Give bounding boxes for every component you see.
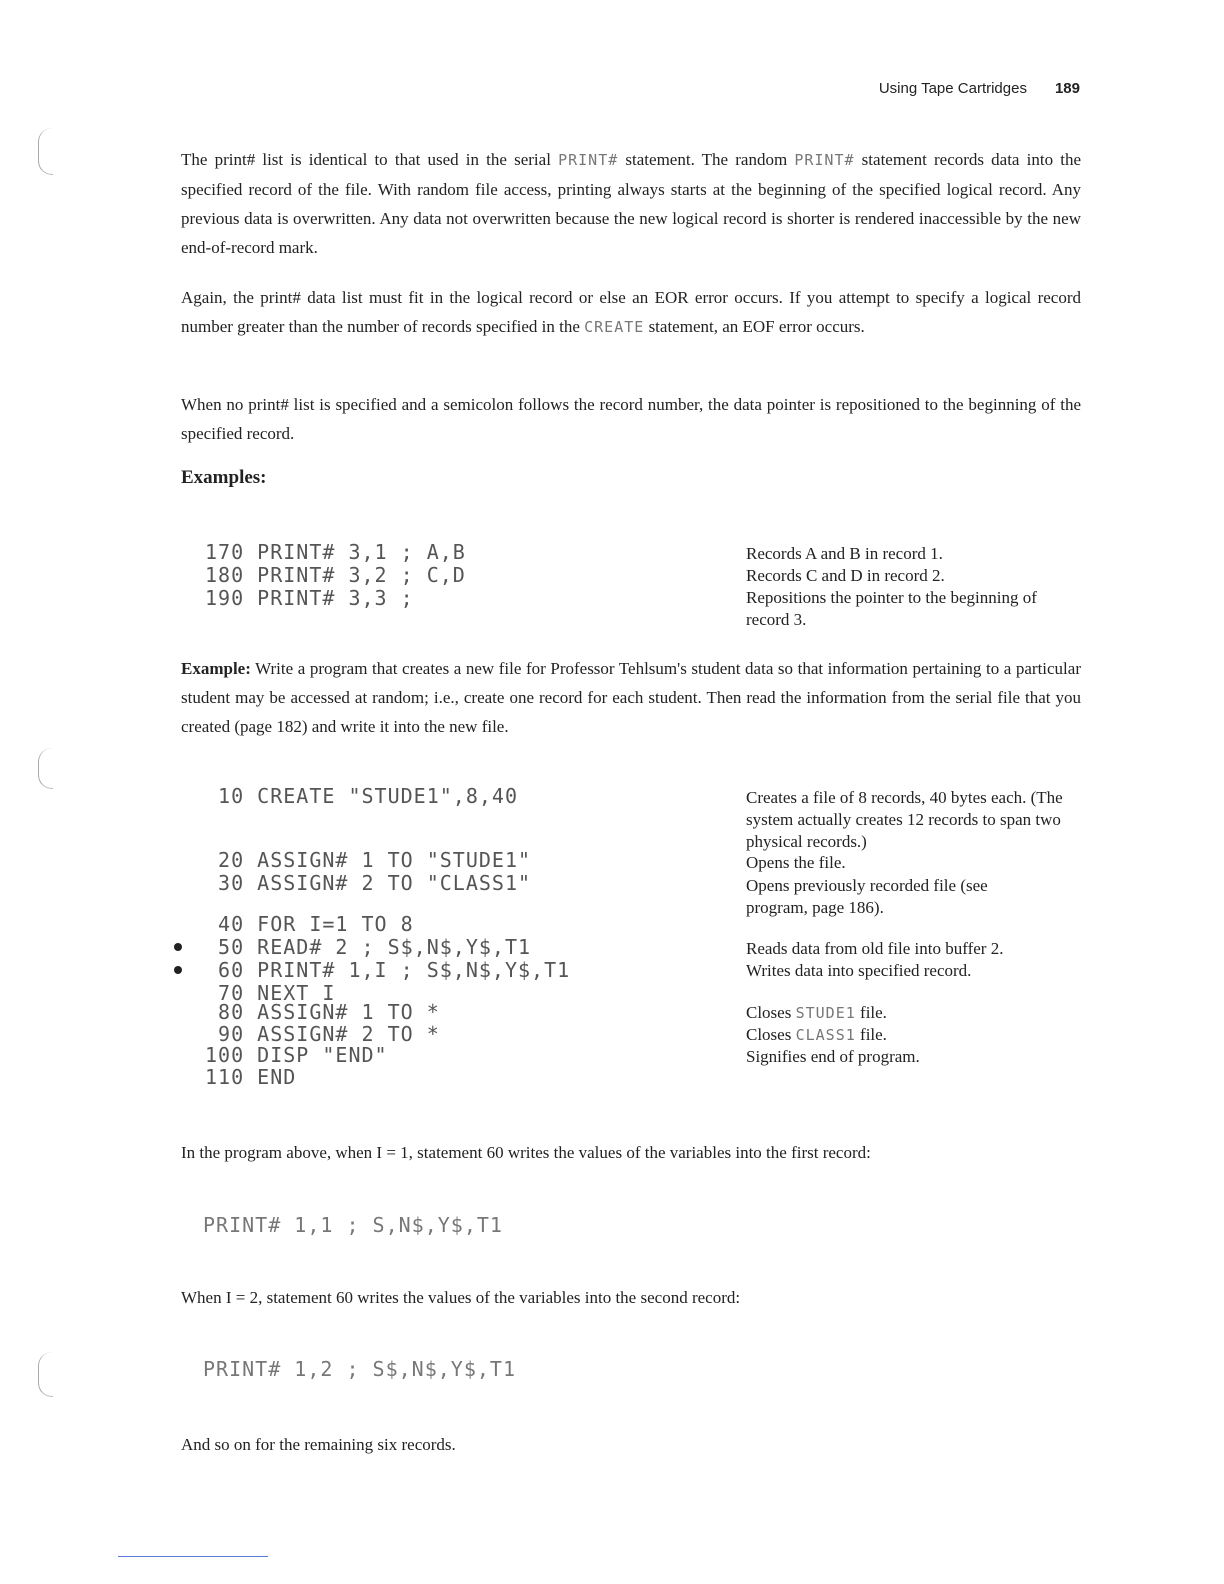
- text: Write a program that creates a new file for Professor Tehlsum's student data so that information pertaining to a particular student may be accessed at random; i.e., create one record for each student. Then read the information from the serial file that you created (page 182) and write it into the new file.: [181, 659, 1081, 736]
- program-note: [746, 1002, 1076, 1024]
- code-line: 190 PRINT# 3,3 ;: [205, 586, 414, 610]
- program-note: Writes data into specified record.: [746, 961, 972, 980]
- text: Closes: [746, 1003, 796, 1022]
- header-title: Using Tape Cartridges: [878, 80, 1027, 97]
- program-note: Creates a file of 8 records, 40 bytes each. (The system actually creates 12 records to span two physical records.): [746, 788, 1063, 851]
- inline-code: CLASS1: [795, 1026, 856, 1044]
- inline-code: STUDE1: [795, 1004, 856, 1022]
- program-line: 40 FOR I=1 TO 8: [205, 912, 414, 936]
- program-line: 70 NEXT I: [205, 981, 336, 1005]
- text: statement. The random: [618, 150, 795, 169]
- program-line: 10 CREATE "STUDE1",8,40: [205, 784, 518, 808]
- program-line: 30 ASSIGN# 2 TO "CLASS1": [205, 871, 532, 895]
- text: statement records data into the specified record of the file. With random file access, printing always starts at the beginning of the specified logical record. Any previous data is overwritten. Any data not overwritten because the new logical record is shorter is rendered inaccessible by the new end-of-record mark.: [181, 150, 1082, 257]
- code-first-record: PRINT# 1,1 ; S,N$,Y$,T1: [203, 1213, 503, 1237]
- inline-code: CREATE: [584, 318, 645, 336]
- inline-code: PRINT#: [558, 151, 619, 169]
- text: file.: [855, 1003, 887, 1022]
- text: The print# list is identical to that used in the serial: [181, 150, 559, 169]
- text: Closes: [746, 1025, 796, 1044]
- program-note: Opens the file.: [746, 853, 846, 872]
- examples-heading: Examples:: [181, 467, 267, 488]
- paragraph-remaining-records: And so on for the remaining six records.: [181, 1435, 456, 1454]
- code-line: 180 PRINT# 3,2 ; C,D: [205, 563, 466, 587]
- running-header: [879, 80, 1080, 97]
- margin-mark: [38, 748, 53, 789]
- program-line: 110 END: [205, 1065, 297, 1089]
- program-line: 50 READ# 2 ; S$,N$,Y$,T1: [205, 935, 532, 959]
- example-label: Example:: [181, 659, 251, 678]
- program-note: Reads data from old file into buffer 2.: [746, 939, 1004, 958]
- program-note: Opens previously recorded file (see program, page 186).: [746, 876, 988, 917]
- program-line: 100 DISP "END": [205, 1043, 388, 1067]
- bullet-marker: [174, 966, 182, 974]
- code-line: 170 PRINT# 3,1 ; A,B: [205, 540, 466, 564]
- footer-rule: [118, 1556, 268, 1557]
- paragraph-print-list: [181, 145, 1081, 262]
- text: statement, an EOF error occurs.: [644, 317, 865, 336]
- paragraph-example-description: [181, 654, 1081, 741]
- bullet-marker: [174, 943, 182, 951]
- page-number: 189: [1054, 80, 1080, 97]
- program-line: 60 PRINT# 1,I ; S$,N$,Y$,T1: [205, 958, 571, 982]
- inline-code: PRINT#: [794, 151, 855, 169]
- code-second-record: PRINT# 1,2 ; S$,N$,Y$,T1: [203, 1357, 516, 1381]
- text: file.: [855, 1025, 887, 1044]
- program-note: [746, 1024, 1076, 1046]
- paragraph-first-record: In the program above, when I = 1, statement 60 writes the values of the variables into the first record:: [181, 1143, 871, 1162]
- paragraph-second-record: When I = 2, statement 60 writes the values of the variables into the second record:: [181, 1288, 741, 1307]
- text: Again, the print# data list must fit in the logical record or else an EOR error occurs. If you attempt to specify a logical record number greater than the number of records specified in the: [181, 288, 1081, 336]
- margin-mark: [38, 128, 53, 175]
- example-note: Records A and B in record 1.: [746, 544, 943, 563]
- program-note: Signifies end of program.: [746, 1047, 920, 1066]
- program-line: 20 ASSIGN# 1 TO "STUDE1": [205, 848, 532, 872]
- paragraph-eor-error: [181, 283, 1081, 342]
- example-note: Records C and D in record 2.: [746, 566, 945, 585]
- margin-mark: [38, 1352, 53, 1397]
- program-line: 80 ASSIGN# 1 TO *: [205, 1000, 440, 1024]
- example-note: Repositions the pointer to the beginning of record 3.: [746, 588, 1037, 629]
- program-line: 90 ASSIGN# 2 TO *: [205, 1022, 440, 1046]
- paragraph-no-print-list: When no print# list is specified and a semicolon follows the record number, the data pointer is repositioned to the beginning of the specified record.: [181, 395, 1081, 443]
